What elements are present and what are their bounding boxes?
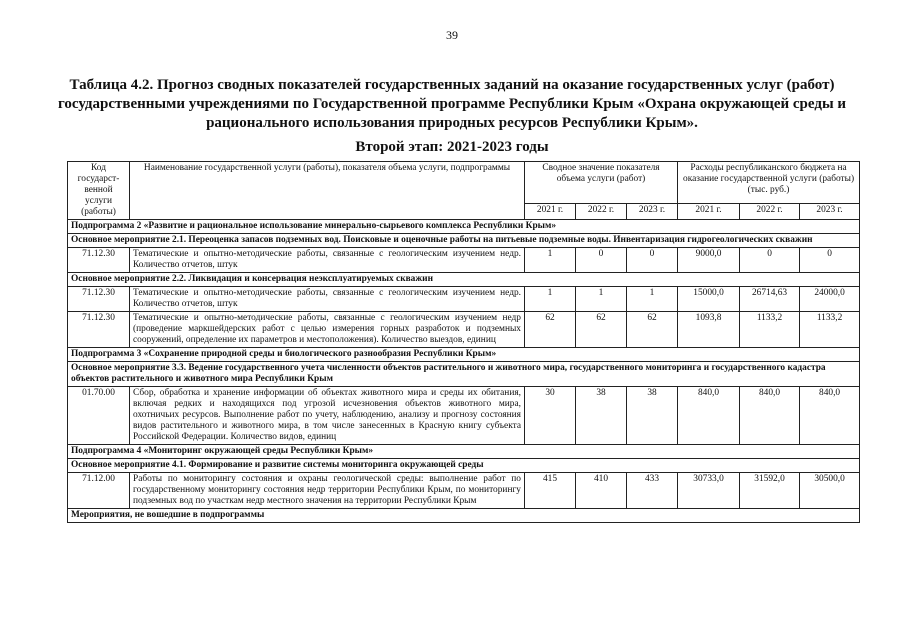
service-description: Работы по мониторингу состояния и охраны геологической среды: выполнение работ по государственному мониторингу состояния недр территории Республики Крым, по мониторингу подземных вод по участкам недр местного значения на территории Республики Крым: [130, 473, 525, 509]
value-cell: 415: [525, 473, 576, 509]
header-name: Наименование государственной услуги (работы), показателя объема услуги, подпрограммы: [130, 162, 525, 220]
header-year: 2022 г.: [740, 203, 800, 219]
measure-row: [68, 234, 860, 248]
value-cell: 1: [525, 248, 576, 273]
value-cell: 410: [576, 473, 627, 509]
value-cell: 433: [627, 473, 678, 509]
forecast-table: [67, 161, 860, 523]
value-cell: 62: [627, 312, 678, 348]
value-cell: 0: [576, 248, 627, 273]
value-cell: 1: [627, 287, 678, 312]
measure-3-3: Основное мероприятие 3.3. Ведение государственного учета численности объектов растительного и животного мира, государственного мониторинга и государственного кадастра объектов растительного и животного мира Республики Крым: [68, 362, 860, 387]
value-cell: 9000,0: [678, 248, 740, 273]
other-row: [68, 509, 860, 523]
subprogram-4: Подпрограмма 4 «Мониторинг окружающей среды Республики Крым»: [68, 445, 860, 459]
value-cell: 24000,0: [800, 287, 860, 312]
measure-row: [68, 459, 860, 473]
value-cell: 1: [525, 287, 576, 312]
header-year: 2023 г.: [627, 203, 678, 219]
stage-title: Второй этап: 2021-2023 годы: [355, 139, 549, 155]
service-code: 71.12.30: [68, 248, 130, 273]
value-cell: 31592,0: [740, 473, 800, 509]
value-cell: 30: [525, 387, 576, 445]
measure-4-1: Основное мероприятие 4.1. Формирование и развитие системы мониторинга окружающей среды: [68, 459, 860, 473]
header-row: [68, 162, 860, 204]
service-code: 71.12.00: [68, 473, 130, 509]
header-year: 2023 г.: [800, 203, 860, 219]
service-code: 71.12.30: [68, 312, 130, 348]
value-cell: 1133,2: [740, 312, 800, 348]
value-cell: 30500,0: [800, 473, 860, 509]
value-cell: 0: [740, 248, 800, 273]
value-cell: 840,0: [678, 387, 740, 445]
page-number: 39: [446, 28, 458, 42]
value-cell: 1093,8: [678, 312, 740, 348]
value-cell: 38: [627, 387, 678, 445]
value-cell: 1133,2: [800, 312, 860, 348]
service-code: 01.70.00: [68, 387, 130, 445]
value-cell: 0: [800, 248, 860, 273]
subprogram-row: [68, 445, 860, 459]
value-cell: 30733,0: [678, 473, 740, 509]
table-title: Таблица 4.2. Прогноз сводных показателей государственных заданий на оказание государственных услуг (работ) государственными учреждениями по Государственной программе Республики Крым «Охрана окружающей среды и рационального использования природных ресурсов Республики Крым».: [57, 77, 847, 131]
header-volume: Сводное значение показателя объема услуги (работ): [525, 162, 678, 204]
table-row: [68, 287, 860, 312]
header-year: 2022 г.: [576, 203, 627, 219]
value-cell: 62: [525, 312, 576, 348]
value-cell: 26714,63: [740, 287, 800, 312]
header-budget: Расходы республиканского бюджета на оказание государственной услуги (работы) (тыс. руб.): [678, 162, 860, 204]
service-description: Сбор, обработка и хранение информации об объектах животного мира и среды их обитания, включая редких и находящихся под угрозой исчезновения объектов животного мира, охотничьих ресурсов. Выполнение работ по учету, наблюдению, анализу и прогнозу состояния видов растительного и животного мира, в том числе занесенных в Красную книгу субъекта Российской Федерации. Количество видов, единиц: [130, 387, 525, 445]
measure-2-1: Основное мероприятие 2.1. Переоценка запасов подземных вод. Поисковые и оценочные работы на питьевые подземные воды. Инвентаризация гидрогеологических скважин: [68, 234, 860, 248]
value-cell: 1: [576, 287, 627, 312]
subprogram-row: [68, 220, 860, 234]
measure-2-2: Основное мероприятие 2.2. Ликвидация и консервация неэксплуатируемых скважин: [68, 273, 860, 287]
measure-row: [68, 273, 860, 287]
subprogram-3: Подпрограмма 3 «Сохранение природной среды и биологического разнообразия Республики Крым»: [68, 348, 860, 362]
table-row: [68, 387, 860, 445]
value-cell: 840,0: [740, 387, 800, 445]
header-year: 2021 г.: [678, 203, 740, 219]
service-description: Тематические и опытно-методические работы, связанные с геологическим изучением недр. Количество отчетов, штук: [130, 287, 525, 312]
value-cell: 0: [627, 248, 678, 273]
subprogram-2: Подпрограмма 2 «Развитие и рациональное использование минерально-сырьевого комплекса Республики Крым»: [68, 220, 860, 234]
value-cell: 38: [576, 387, 627, 445]
other-measures: Мероприятия, не вошедшие в подпрограммы: [68, 509, 860, 523]
header-code: Код государст-венной услуги (работы): [68, 162, 130, 220]
table-row: [68, 312, 860, 348]
measure-row: [68, 362, 860, 387]
service-description: Тематические и опытно-методические работы, связанные с геологическим изучением недр. Количество отчетов, штук: [130, 248, 525, 273]
service-code: 71.12.30: [68, 287, 130, 312]
value-cell: 62: [576, 312, 627, 348]
value-cell: 840,0: [800, 387, 860, 445]
table-row: [68, 248, 860, 273]
header-year: 2021 г.: [525, 203, 576, 219]
table-row: [68, 473, 860, 509]
service-description: Тематические и опытно-методические работы, связанные с геологическим изучением недр (проведение маркшейдерских работ с целью измерения горных разработок и подземных сооружений, определение их параметров и местоположения). Количество выездов, единиц: [130, 312, 525, 348]
subprogram-row: [68, 348, 860, 362]
value-cell: 15000,0: [678, 287, 740, 312]
